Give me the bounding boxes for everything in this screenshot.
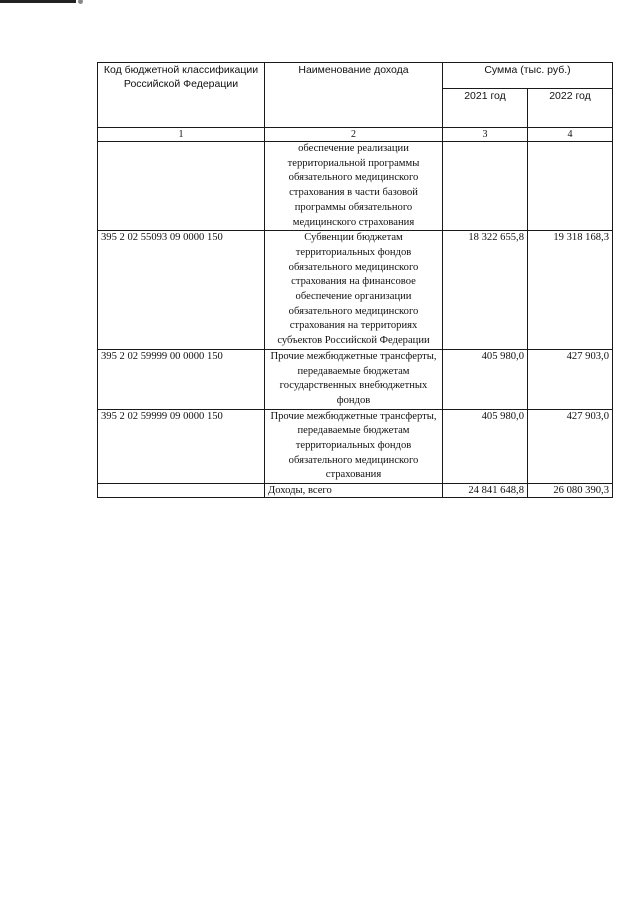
row-value-2021	[443, 142, 528, 231]
column-number-row	[98, 128, 613, 142]
row-value-2021: 405 980,0	[443, 409, 528, 484]
table-row	[98, 142, 613, 231]
column-number: 3	[443, 128, 528, 142]
row-value-2021: 18 322 655,8	[443, 231, 528, 350]
row-name: Прочие межбюджетные трансферты, передаваемые бюджетам территориальных фондов обязательного медицинского страхования	[265, 409, 443, 484]
row-value-2022	[528, 142, 613, 231]
row-value-2021: 405 980,0	[443, 349, 528, 409]
header-sum: Сумма (тыс. руб.)	[443, 63, 613, 89]
table-row	[98, 409, 613, 484]
row-value-2022: 19 318 168,3	[528, 231, 613, 350]
column-number: 1	[98, 128, 265, 142]
row-code	[98, 142, 265, 231]
row-name: Прочие межбюджетные трансферты, передаваемые бюджетам государственных внебюджетных фондов	[265, 349, 443, 409]
header-year-2021: 2021 год	[443, 89, 528, 128]
row-value-2022: 427 903,0	[528, 349, 613, 409]
scan-corner-mark	[0, 0, 76, 3]
row-value-2022: 427 903,0	[528, 409, 613, 484]
header-year-2022: 2022 год	[528, 89, 613, 128]
header-name: Наименование дохода	[265, 63, 443, 128]
row-name: обеспечение реализации территориальной программы обязательного медицинского страхования в части базовой программы обязательного медицинского страхования	[265, 142, 443, 231]
table-row	[98, 349, 613, 409]
header-row	[98, 63, 613, 89]
revenue-table	[97, 62, 613, 498]
total-value-2022: 26 080 390,3	[528, 484, 613, 498]
row-code: 395 2 02 59999 00 0000 150	[98, 349, 265, 409]
column-number: 4	[528, 128, 613, 142]
table-row	[98, 231, 613, 350]
total-code	[98, 484, 265, 498]
total-value-2021: 24 841 648,8	[443, 484, 528, 498]
header-code: Код бюджетной классификации Российской Федерации	[98, 63, 265, 128]
total-label: Доходы, всего	[265, 484, 443, 498]
column-number: 2	[265, 128, 443, 142]
row-name: Субвенции бюджетам территориальных фондов обязательного медицинского страхования на финансовое обеспечение организации обязательного медицинского страхования на территориях субъектов Российской Федерации	[265, 231, 443, 350]
row-code: 395 2 02 55093 09 0000 150	[98, 231, 265, 350]
total-row	[98, 484, 613, 498]
row-code: 395 2 02 59999 09 0000 150	[98, 409, 265, 484]
